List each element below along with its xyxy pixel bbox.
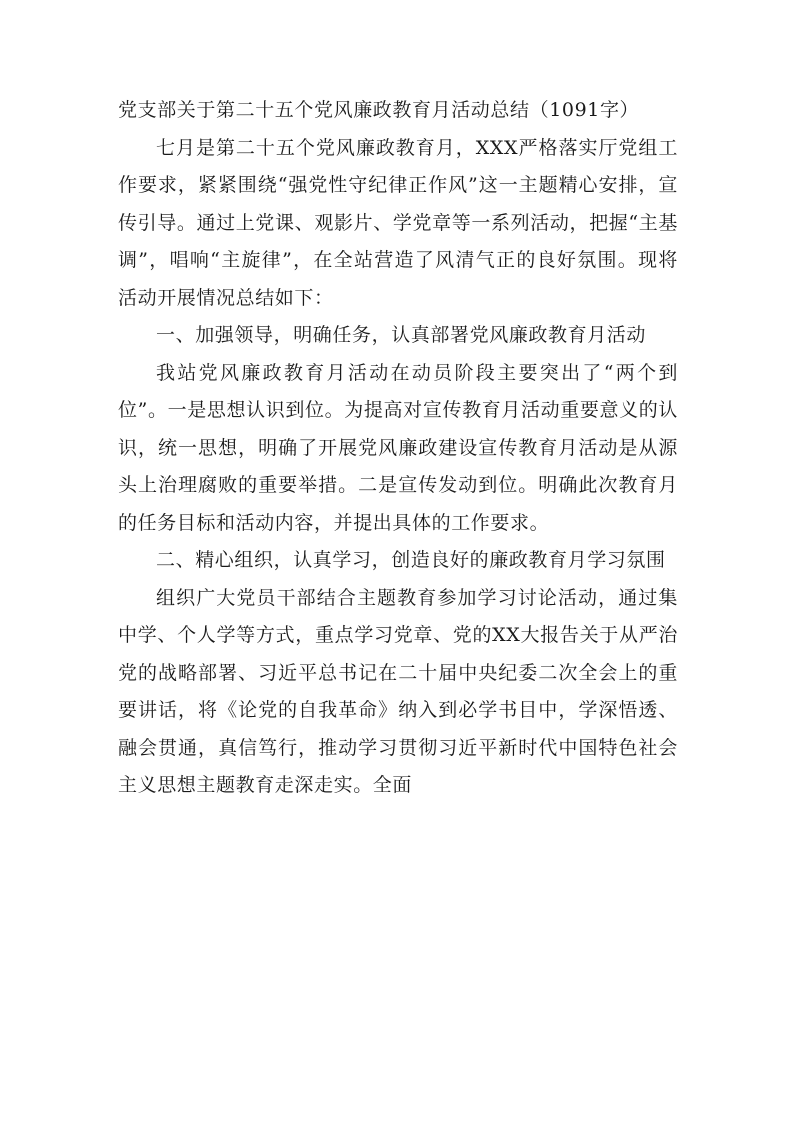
section-1-paragraph: 我站党风廉政教育月活动在动员阶段主要突出了“两个到位”。一是思想认识到位。为提高对宣传教育月活动重要意义的认识，统一思想，明确了开展党风廉政建设宣传教育月活动是从源头上治理腐败的重要举措。二是宣传发动到位。明确此次教育月的任务目标和活动内容，并提出具体的工作要求。: [118, 361, 678, 534]
section-2-heading: 二、精心组织，认真学习，创造良好的廉政教育月学习氛围: [156, 549, 666, 571]
section-1-heading: 一、加强领导，明确任务，认真部署党风廉政教育月活动: [156, 324, 647, 346]
section-2-paragraph: 组织广大党员干部结合主题教育参加学习讨论活动，通过集中学、个人学等方式，重点学习党章、党的XX大报告关于从严治党的战略部署、习近平总书记在二十届中央纪委二次全会上的重要讲话，将《论党的自我革命》纳入到必学书目中，学深悟透、融会贯通，真信笃行，推动学习贯彻习近平新时代中国特色社会主义思想主题教育走深走实。全面: [118, 586, 678, 796]
document-body: [118, 92, 678, 805]
intro-paragraph: 七月是第二十五个党风廉政教育月，XXX严格落实厅党组工作要求，紧紧围绕“强党性守纪律正作风”这一主题精心安排，宣传引导。通过上党课、观影片、学党章等一系列活动，把握“主基调”，唱响“主旋律”，在全站营造了风清气正的良好氛围。现将活动开展情况总结如下：: [118, 136, 678, 309]
document-title: 党支部关于第二十五个党风廉政教育月活动总结（1091字）: [118, 99, 640, 121]
